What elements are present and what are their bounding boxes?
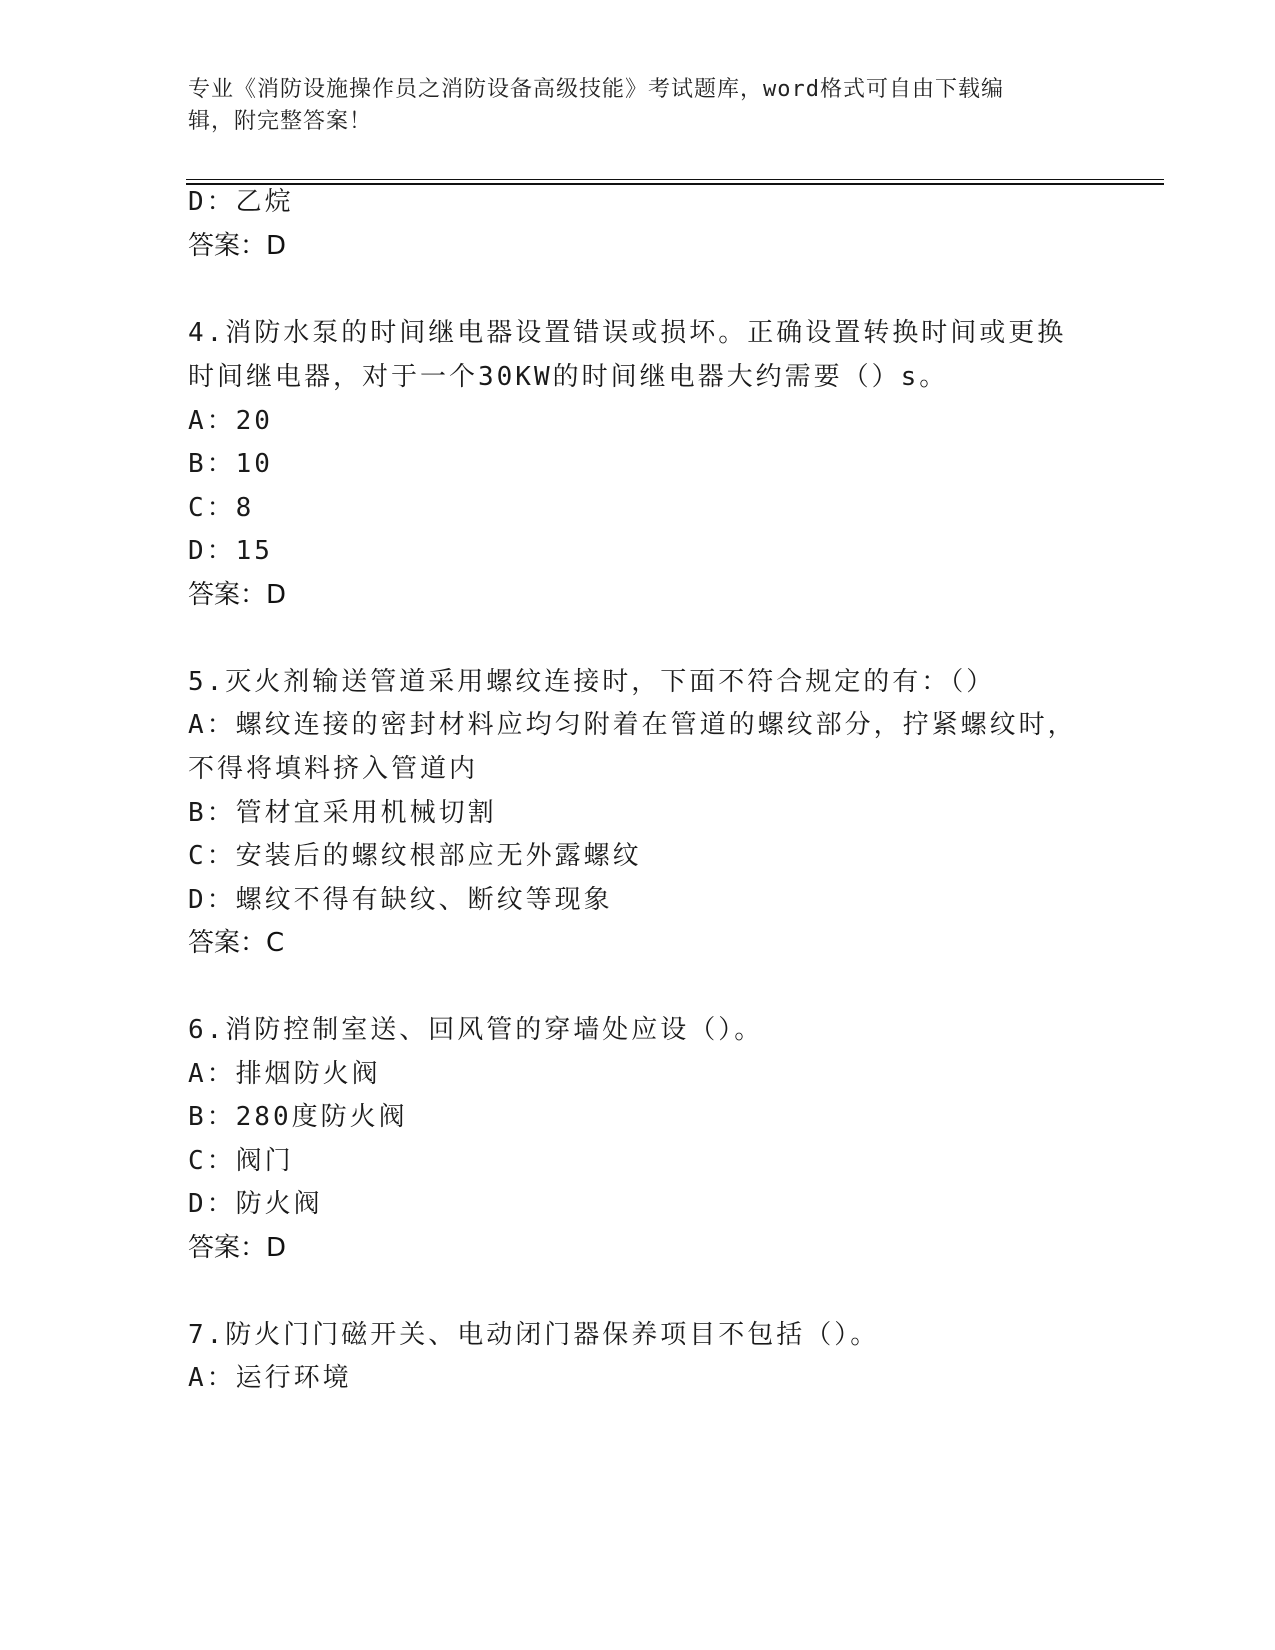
q6-answer: 答案：D (188, 1233, 287, 1263)
q7-option-a: A：运行环境 (188, 1363, 352, 1393)
q6-option-a: A：排烟防火阀 (188, 1059, 381, 1089)
q4-option-b: B：10 (188, 449, 273, 479)
q3-option-d: D：乙烷 (188, 187, 294, 217)
q5-option-a-line-2: 不得将填料挤入管道内 (188, 754, 479, 784)
q4-answer: 答案：D (188, 580, 287, 610)
q6-option-d: D：防火阀 (188, 1189, 323, 1219)
q5-stem: 5.灭火剂输送管道采用螺纹连接时，下面不符合规定的有：（） (188, 667, 996, 697)
header-line-2: 辑，附完整答案！ (188, 109, 373, 134)
q4-option-a: A：20 (188, 406, 273, 436)
q4-stem-line-1: 4.消防水泵的时间继电器设置错误或损坏。正确设置转换时间或更换 (188, 318, 1067, 348)
q5-option-d: D：螺纹不得有缺纹、断纹等现象 (188, 885, 613, 915)
q7-stem: 7.防火门门磁开关、电动闭门器保养项目不包括（）。 (188, 1320, 880, 1350)
header-title (188, 74, 1088, 138)
q4-option-c: C：8 (188, 493, 255, 523)
q5-answer: 答案：C (188, 928, 285, 958)
q5-option-a-line-1: A：螺纹连接的密封材料应均匀附着在管道的螺纹部分，拧紧螺纹时， (188, 710, 1077, 740)
header-divider-thin (186, 179, 1164, 180)
q6-stem: 6.消防控制室送、回风管的穿墙处应设（）。 (188, 1015, 764, 1045)
header-line-1: 专业《消防设施操作员之消防设备高级技能》考试题库，word格式可自由下载编 (188, 77, 1004, 102)
header-divider-thick (186, 183, 1164, 185)
q4-option-d: D：15 (188, 536, 273, 566)
q6-option-c: C：阀门 (188, 1146, 294, 1176)
q5-option-b: B：管材宜采用机械切割 (188, 798, 497, 828)
q4-stem-line-2: 时间继电器，对于一个30KW的时间继电器大约需要（）s。 (188, 362, 949, 392)
q6-option-b: B：280度防火阀 (188, 1102, 408, 1132)
q5-option-c: C：安装后的螺纹根部应无外露螺纹 (188, 841, 642, 871)
q3-answer: 答案：D (188, 231, 287, 261)
